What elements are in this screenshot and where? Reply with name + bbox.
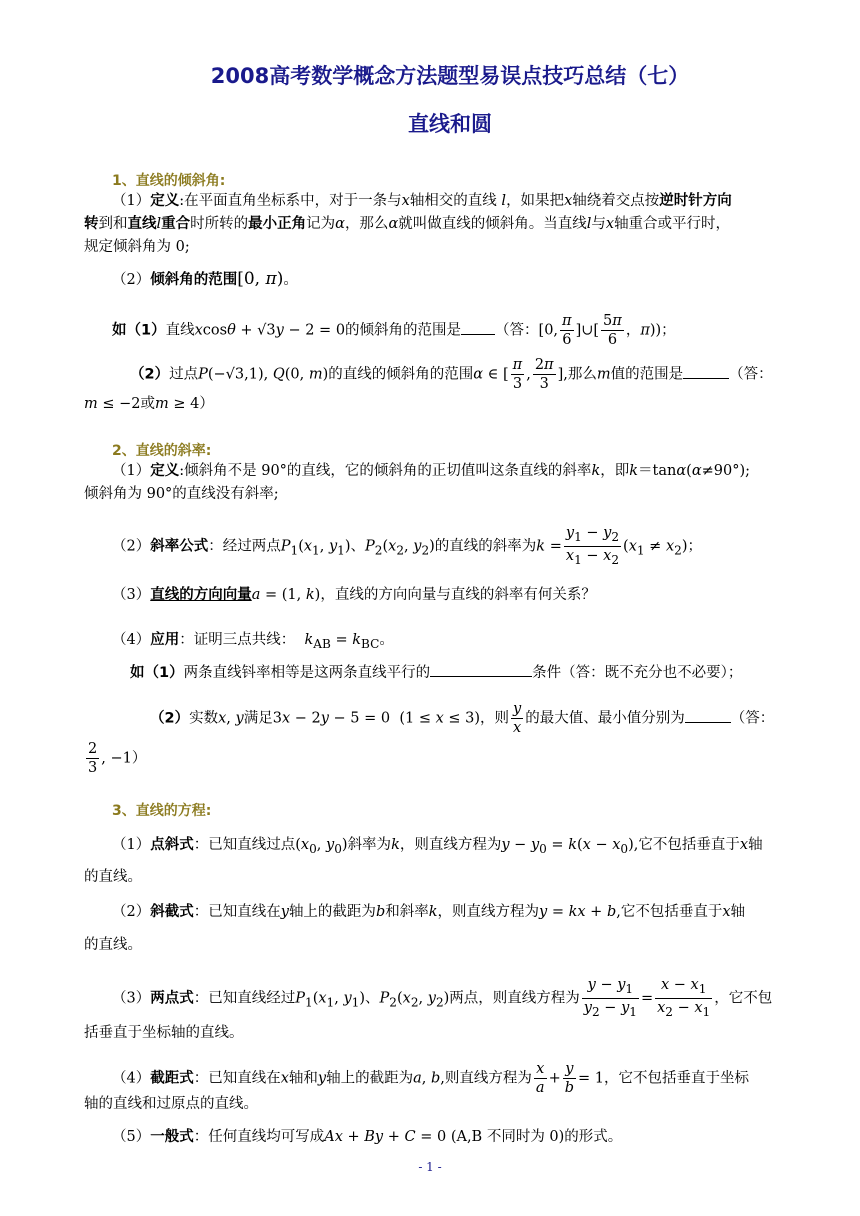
section-heading-line-equation: 3、直线的方程: xyxy=(112,803,212,819)
section-heading-inclination: 1、直线的倾斜角: xyxy=(112,173,226,189)
paragraph-slope-formula: （2）斜率公式：经过两点$P_1(x_1$, $y_1$)、$P_2(x_2$, $y_2$)的直线的斜率为k = $\frac{y_1 - y_2}{x_1 - x_2}$ $(x_1 \ne x_2)$； xyxy=(112,525,702,567)
paragraph-intercept-2: 轴的直线和过原点的直线。 xyxy=(84,1096,258,1112)
paragraph-range: （2）倾斜角的范围[0, π)。 xyxy=(112,269,298,289)
paragraph-definition-3: 规定倾斜角为 0; xyxy=(84,239,190,255)
paragraph-direction-vector: （3）直线的方向向量a = (1, k)，直线的方向向量与直线的斜率有何关系？ xyxy=(112,587,596,603)
paragraph-slope-definition-2: 倾斜角为 90°的直线没有斜率; xyxy=(84,486,279,502)
example-1-1: 如（1）直线xcosθ + √3y − 2 = 0的倾斜角的范围是 （答：[0, $\frac{\pi}{6}$ ]∪[ $\frac{5\pi}{6}$ ，π))； xyxy=(112,313,676,348)
section-heading-slope: 2、直线的斜率: xyxy=(112,443,212,459)
paragraph-point-slope-2: 的直线。 xyxy=(84,869,142,885)
paragraph-slope-definition: （1）定义:倾斜角不是 90°的直线，它的倾斜角的正切值叫这条直线的斜率k，即k＝tanα(α≠90°); xyxy=(112,463,751,479)
paragraph-application: （4）应用：证明三点共线： $k_{AB} = k_{BC}$。 xyxy=(112,632,394,651)
document-title: 2008高考数学概念方法题型易误点技巧总结（七） xyxy=(210,64,690,88)
paragraph-general-form: （5）一般式：任何直线均可写成Ax + By + C = 0 (A,B 不同时为 0)的形式。 xyxy=(112,1129,623,1145)
example-1-2: （2）过点P(−√3,1), Q(0, m)的直线的倾斜角的范围α ∈ [ $\frac{\pi}{3}$ , $\frac{2\pi}{3}$ ],那么m值的范围是 （答： xyxy=(130,357,773,392)
page-number: - 1 - xyxy=(418,1160,442,1174)
example-1-2-answer: m ≤ −2或m ≥ 4） xyxy=(84,396,214,412)
paragraph-two-point: （3）两点式：已知直线经过$P_1(x_1$, $y_1$)、$P_2(x_2$, $y_2$)两点，则直线方程为 $\frac{y - y_1}{y_2 - y_1}$ = $\frac{x - x_1}{x_2 - x_1}$ ，它不包 xyxy=(112,977,773,1019)
paragraph-slope-intercept: （2）斜截式：已知直线在y轴上的截距为b和斜率k，则直线方程为y = kx + b,它不包括垂直于x轴 xyxy=(112,904,746,920)
document-subtitle: 直线和圆 xyxy=(408,112,492,136)
paragraph-point-slope: （1）点斜式：已知直线过点($x_0$, $y_0$)斜率为k，则直线方程为$y - y_0 = k(x - x_0)$,它不包括垂直于x轴 xyxy=(112,837,763,856)
example-2-1: 如（1）两条直线钭率相等是这两条直线平行的 条件（答：既不充分也不必要）； xyxy=(130,665,743,681)
example-2-2: （2）实数x, y满足3x − 2y − 5 = 0 (1 ≤ x ≤ 3)，则 $\frac{y}{x}$ 的最大值、最小值分别为 （答： xyxy=(150,701,775,736)
paragraph-definition-1: （1）定义:在平面直角坐标系中，对于一条与x轴相交的直线 l，如果把x轴绕着交点按逆时针方向 xyxy=(112,193,732,209)
example-2-2-answer: $\frac{2}{3}$ , −1） xyxy=(88,741,147,776)
paragraph-definition-2: 转到和直线l重合时所转的最小正角记为α，那么α就叫做直线的倾斜角。当直线l与x轴重合或平行时， xyxy=(84,216,731,232)
paragraph-intercept: （4）截距式：已知直线在x轴和y轴上的截距为a, b,则直线方程为 $\frac{x}{a}$ + $\frac{y}{b}$ = 1，它不包括垂直于坐标 xyxy=(112,1061,749,1096)
paragraph-two-point-2: 括垂直于坐标轴的直线。 xyxy=(84,1025,244,1041)
paragraph-slope-intercept-2: 的直线。 xyxy=(84,937,142,953)
